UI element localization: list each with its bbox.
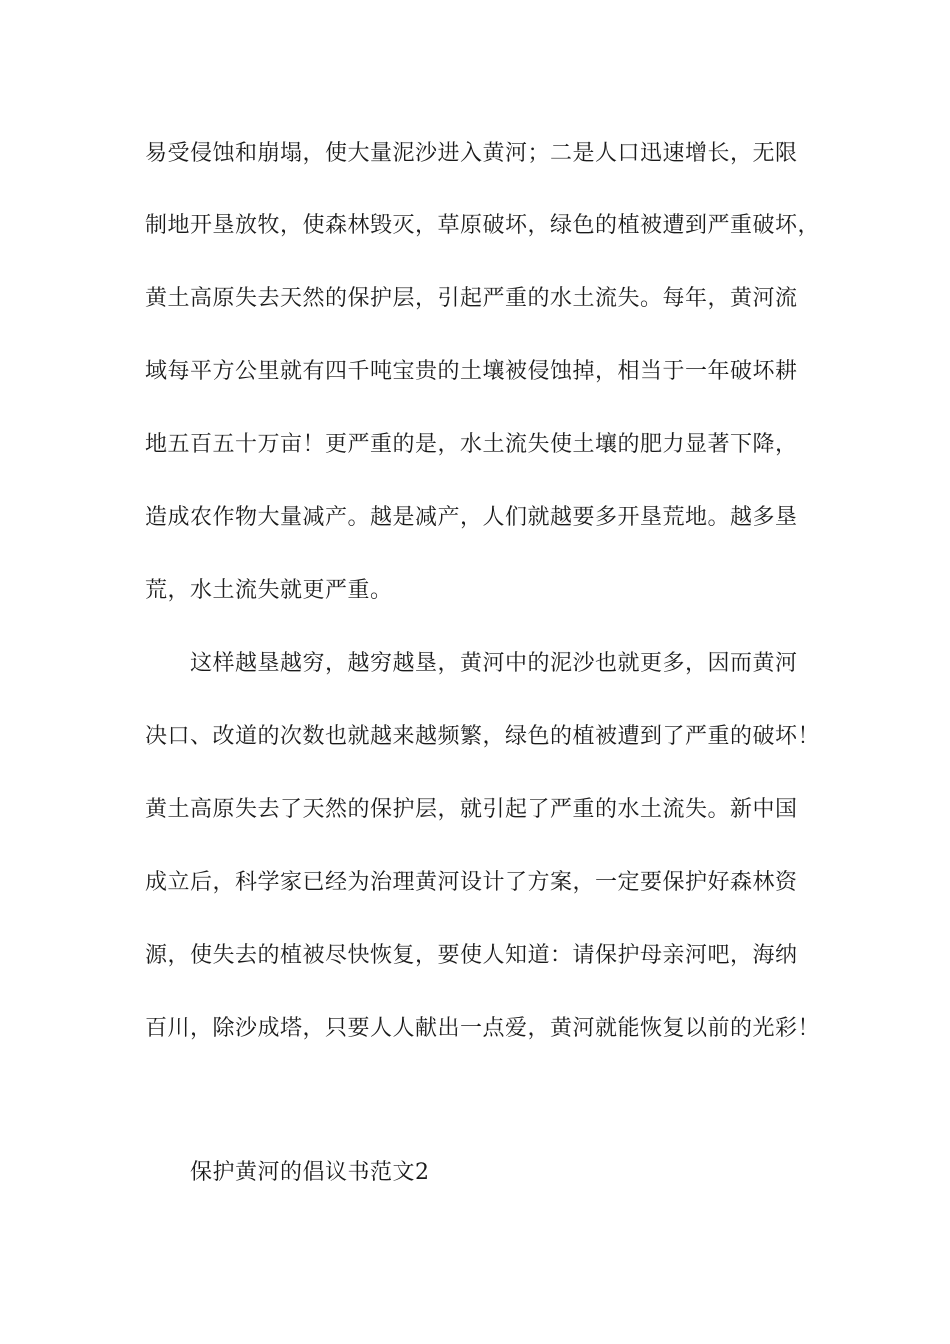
- paragraph-1-line-7: 荒，水土流失就更严重。: [145, 578, 393, 603]
- paragraph-1-line-6: 造成农作物大量减产。越是减产，人们就越要多开垦荒地。越多垦: [145, 505, 798, 530]
- paragraph-2-line-2: 决口、改道的次数也就越来越频繁，绿色的植被遭到了严重的破坏！: [145, 724, 821, 749]
- paragraph-1-line-2: 制地开垦放牧，使森林毁灭，草原破坏，绿色的植被遭到严重破坏，: [145, 213, 821, 238]
- paragraph-1-line-3: 黄土高原失去天然的保护层，引起严重的水土流失。每年，黄河流: [145, 286, 798, 311]
- paragraph-2-line-3: 黄土高原失去了天然的保护层，就引起了严重的水土流失。新中国: [145, 797, 798, 822]
- paragraph-1-line-4: 域每平方公里就有四千吨宝贵的土壤被侵蚀掉，相当于一年破坏耕: [145, 359, 798, 384]
- paragraph-2-line-4: 成立后，科学家已经为治理黄河设计了方案，一定要保护好森林资: [145, 870, 798, 895]
- paragraph-1-line-1: 易受侵蚀和崩塌，使大量泥沙进入黄河；二是人口迅速增长，无限: [145, 141, 798, 166]
- paragraph-2-line-1: 这样越垦越穷，越穷越垦，黄河中的泥沙也就更多，因而黄河: [190, 651, 798, 676]
- paragraph-2-line-5: 源，使失去的植被尽快恢复，要使人知道：请保护母亲河吧，海纳: [145, 943, 798, 968]
- paragraph-1-line-5: 地五百五十万亩！更严重的是，水土流失使土壤的肥力显著下降，: [145, 432, 798, 457]
- paragraph-2-line-6: 百川，除沙成塔，只要人人献出一点爱，黄河就能恢复以前的光彩！: [145, 1016, 821, 1041]
- section-heading: 保护黄河的倡议书范文2: [190, 1160, 430, 1185]
